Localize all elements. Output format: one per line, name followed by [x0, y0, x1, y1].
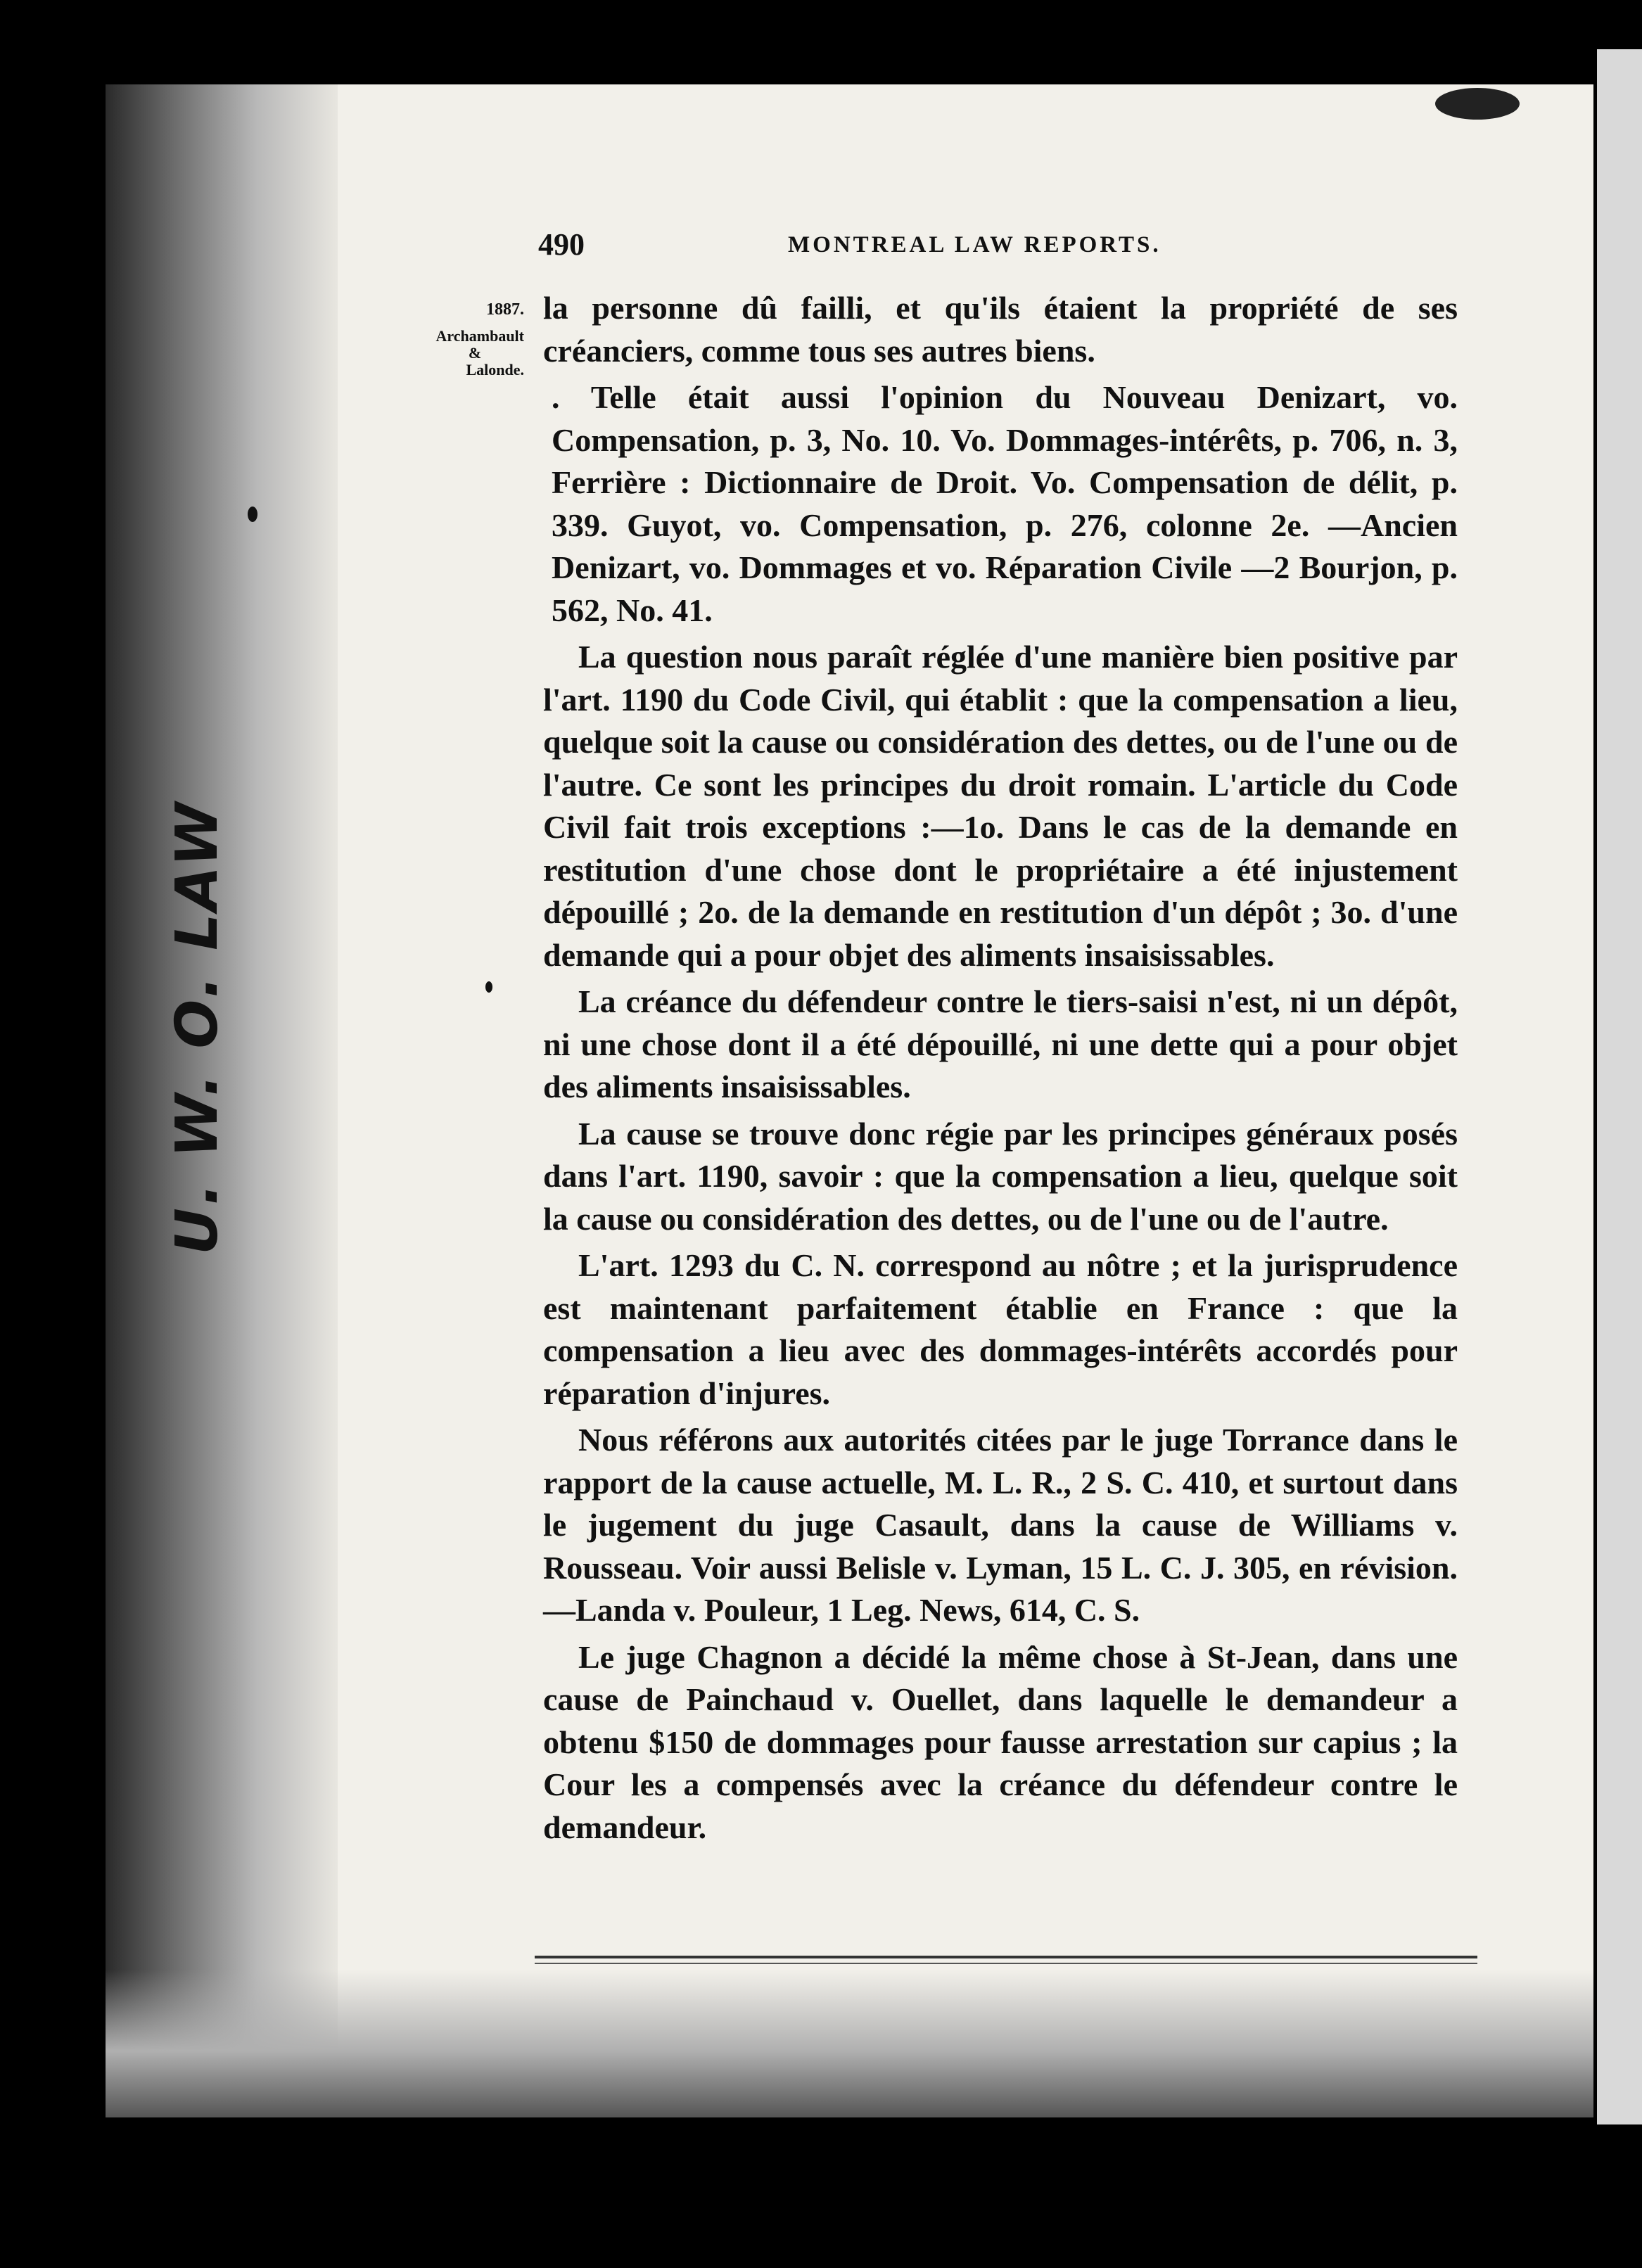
margin-note [383, 301, 524, 378]
paragraph: . Telle était aussi l'opinion du Nouveau Denizart, vo. Compensation, p. 3, No. 10. Vo. Dommages-intérêts, p. 706, n. 3, Ferrière : Dictionnaire de Droit. Vo. Compensation de délit, p. 339. Guyot, vo. Compensation, p. 276, colonne 2e. —Ancien Denizart, vo. Dommages et vo. Réparation Civile —2 Bourjon, p. 562, No. 41. [552, 379, 1458, 628]
paragraph: La question nous paraît réglée d'une manière bien positive par l'art. 1190 du Code Civil, qui établit : que la compensation a lieu, quelque soit la cause ou considération des dettes, ou de l'une ou de l'autre. Ce sont les principes du droit romain. L'article du Code Civil fait trois exceptions :—1o. Dans le cas de la demande en restitution d'une chose dont le propriétaire a été injustement dépouillé ; 2o. de la demande en restitution d'un dépôt ; 3o. d'une demande qui a pour objet des aliments insaisissables. [543, 639, 1458, 973]
bottom-rule [535, 1956, 1477, 1958]
paragraph: L'art. 1293 du C. N. correspond au nôtre ; et la jurisprudence est maintenant parfaitement établie en France : que la compensation a lieu avec des dommages-intérêts accordés pour réparation d'injures. [543, 1247, 1458, 1411]
margin-ampersand: & [468, 344, 482, 362]
library-stamp [158, 799, 236, 1255]
ink-speck [485, 981, 492, 993]
margin-party-1: Archambault [435, 327, 524, 345]
library-stamp-text: U. W. O. LAW [163, 799, 231, 1255]
margin-year: 1887. [486, 300, 524, 319]
page-number: 490 [538, 227, 585, 262]
bottom-rule-secondary [535, 1963, 1477, 1964]
adjacent-page-edge [1597, 49, 1642, 2124]
body-text [543, 287, 1458, 1853]
paragraph: Nous référons aux autorités citées par le juge Torrance dans le rapport de la cause actuelle, M. L. R., 2 S. C. 410, et surtout dans le jugement du juge Casault, dans la cause de Williams v. Rousseau. Voir aussi Belisle v. Lyman, 15 L. C. J. 305, en révision.—Landa v. Pouleur, 1 Leg. News, 614, C. S. [543, 1422, 1458, 1628]
paragraph: Le juge Chagnon a décidé la même chose à St-Jean, dans une cause de Painchaud v. Ouellet, dans laquelle le demandeur a obtenu $150 de dommages pour fausse arrestation sur capius ; la Cour les a compensés avec la créance du défendeur contre le demandeur. [543, 1638, 1458, 1845]
running-title: MONTREAL LAW REPORTS. [788, 232, 1162, 257]
ink-blot [1435, 88, 1520, 120]
margin-party-2: Lalonde. [466, 361, 524, 378]
paragraph: La cause se trouve donc régie par les principes généraux posés dans l'art. 1190, savoir : que la compensation a lieu, quelque soit la cause ou considération des dettes, ou de l'une ou de l'autre. [543, 1115, 1458, 1237]
bottom-shadow [106, 1970, 1604, 2117]
paragraph: La créance du défendeur contre le tiers-saisi n'est, ni un dépôt, ni une chose dont il a été dépouillé, ni une dette qui a pour objet des aliments insaisissables. [543, 983, 1458, 1104]
page-header [538, 227, 1467, 269]
paragraph: la personne dû failli, et qu'ils étaient la propriété de ses créanciers, comme tous ses autres biens. [543, 290, 1458, 369]
ink-speck [248, 507, 257, 522]
